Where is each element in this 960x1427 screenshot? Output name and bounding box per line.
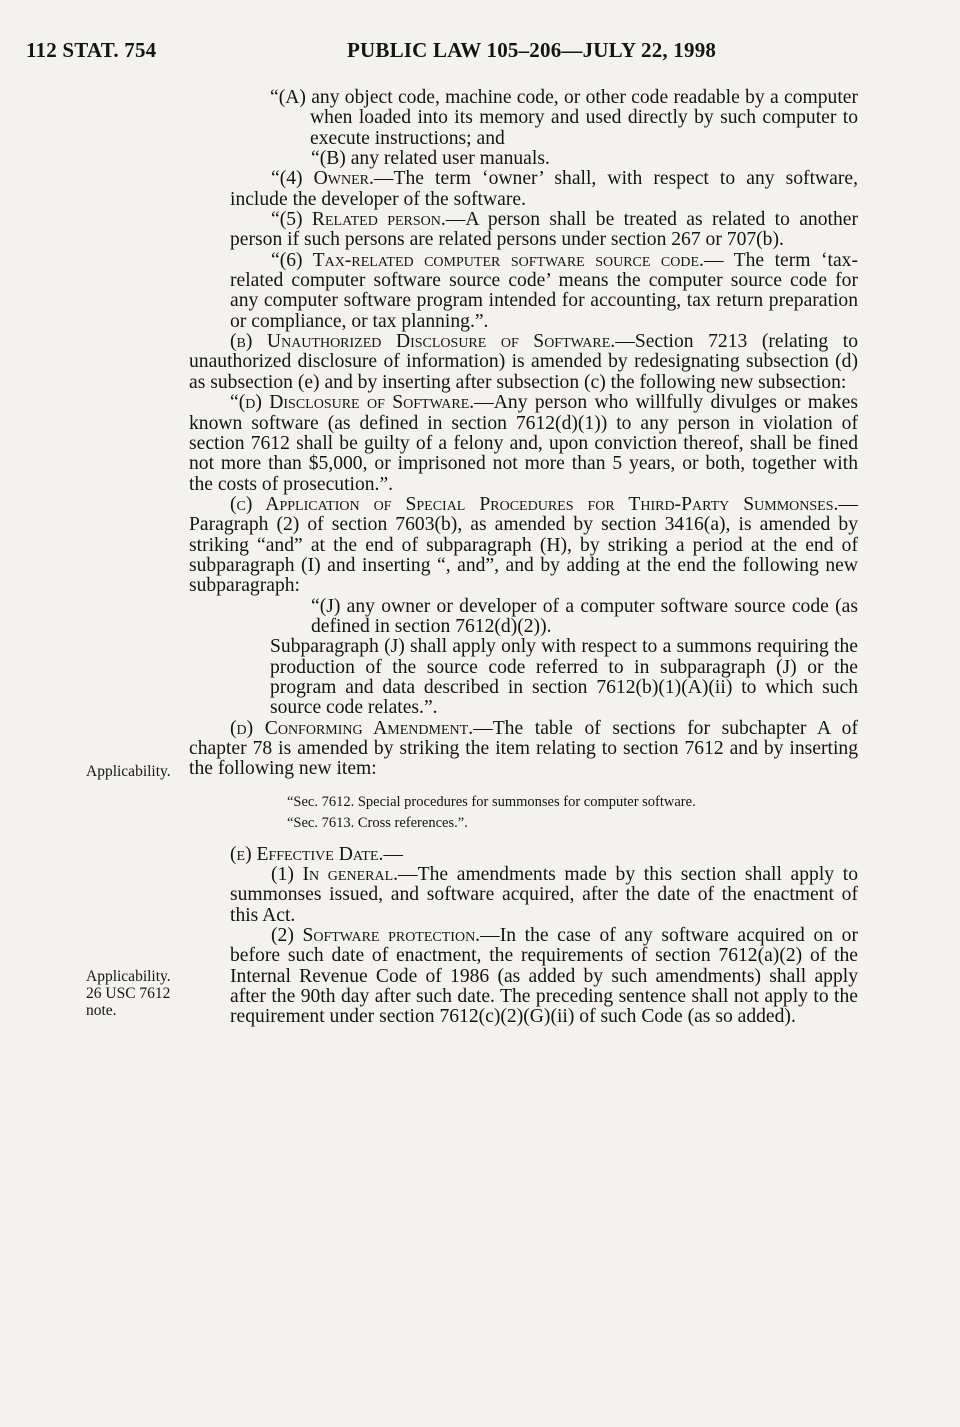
table-of-sections [230, 794, 858, 832]
paragraph-heading: (1) In general. [271, 864, 399, 886]
paragraph-text: —A person shall be treated as related to another person if such persons are related persons under section 267 or 707(b). [230, 209, 858, 251]
paragraph-b: “(B) any related user manuals. [311, 148, 550, 170]
public-law-title: PUBLIC LAW 105–206—JULY 22, 1998 [347, 38, 717, 62]
paragraph-text: —Paragraph (2) of section 7603(b), as amended by section 3416(a), is amended by striking “and” at the end of subparagraph (H), by striking a period at the end of subparagraph (I) and inserting “, and”, and by adding at the end the following new subparagraph: [189, 493, 858, 597]
paragraph-text: —The table of sections for subchapter A of chapter 78 is amended by striking the item relating to section 7612 and by inserting the following new item: [189, 717, 858, 780]
subparagraph-j: “(J) any owner or developer of a computer software source code (as defined in section 7612(d)(2)). [311, 595, 858, 637]
margin-note-applicability [86, 763, 206, 780]
paragraph-text: — [383, 843, 404, 865]
statute-page-number: 112 STAT. 754 [26, 38, 157, 62]
subsection-e-effective-date [189, 845, 858, 865]
paragraph-heading: (e) Effective Date. [230, 843, 384, 865]
paragraph-heading: “(4) Owner. [271, 168, 374, 190]
paragraph-5-related-person [230, 210, 858, 251]
paragraph-a: “(A) any object code, machine code, or other code readable by a computer when loaded into its memory and used directly by such computer to execute instructions; and [270, 87, 858, 149]
subsection-d-disclosure [189, 393, 858, 495]
paragraph-heading: “(6) Tax-related computer software source code. [271, 249, 704, 271]
document-body [189, 87, 859, 1028]
toc-item: “Sec. 7612. Special procedures for summonses for computer software. [287, 793, 696, 810]
paragraph-heading: (d) Conforming Amendment. [230, 717, 474, 739]
paragraph-heading: “(5) Related person. [271, 209, 446, 231]
margin-note-applicability-citation [86, 968, 206, 1019]
paragraph-text: —Any person who willfully divulges or makes known software (as defined in section 7612(d)(1)) to any person in violation of section 7612 shall be guilty of a felony and, upon conviction thereof, shall be fined not more than $5,000, or imprisoned not more than 5 years, or both, together with the costs of prosecution.”. [189, 392, 858, 495]
margin-note-line: 26 USC 7612 [86, 985, 171, 1002]
paragraph-6-source-code [230, 251, 858, 332]
subsection-d-conforming [189, 719, 858, 780]
margin-note-line: note. [86, 1002, 117, 1019]
paragraph-heading: (b) Unauthorized Disclosure of Software. [230, 331, 616, 353]
paragraph-text: —Section 7213 (relating to unauthorized disclosure of information) is amended by redesignating subsection (d) as subsection (e) and by inserting after subsection (c) the following new subsection: [189, 331, 859, 393]
paragraph-text: — The term ‘tax-related computer software source code’ means the computer source code for any computer software program intended for accounting, tax return preparation or compliance, or tax planning.”. [230, 249, 858, 332]
toc-item: “Sec. 7613. Cross references.”. [287, 814, 468, 831]
page-header [26, 38, 906, 68]
subsection-c [189, 495, 858, 597]
subsection-b [189, 332, 858, 393]
paragraph-4-owner [230, 169, 858, 210]
paragraph-text: —The amendments made by this section shall apply to summonses issued, and software acquired, after the date of the enactment of this Act. [230, 864, 858, 926]
paragraph-e2-software-protection [230, 926, 858, 1028]
paragraph-heading: (2) Software protection. [271, 925, 481, 947]
paragraph-heading: (c) Application of Special Procedures for Third-Party Summonses. [230, 493, 839, 515]
paragraph-heading: “(d) Disclosure of Software. [230, 392, 475, 414]
subparagraph-note: Subparagraph (J) shall apply only with respect to a summons requiring the production of the source code referred to in subparagraph (J) or the program and data described in section 7612(b)(1)(A)(ii) to which such source code relates.”. [270, 636, 858, 719]
paragraph-text: —The term ‘owner’ shall, with respect to any software, include the developer of the software. [230, 168, 858, 210]
margin-note-text: Applicability. [86, 763, 171, 780]
paragraph-e1-general [230, 865, 858, 926]
margin-note-line: Applicability. [86, 968, 171, 985]
paragraph-text: —In the case of any software acquired on or before such date of enactment, the requirements of section 7612(a)(2) of the Internal Revenue Code of 1986 (as added by such amendments) shall apply after the 90th day after such date. The preceding sentence shall not apply to the requirement under section 7612(c)(2)(G)(ii) of such Code (as so added). [230, 925, 858, 1028]
